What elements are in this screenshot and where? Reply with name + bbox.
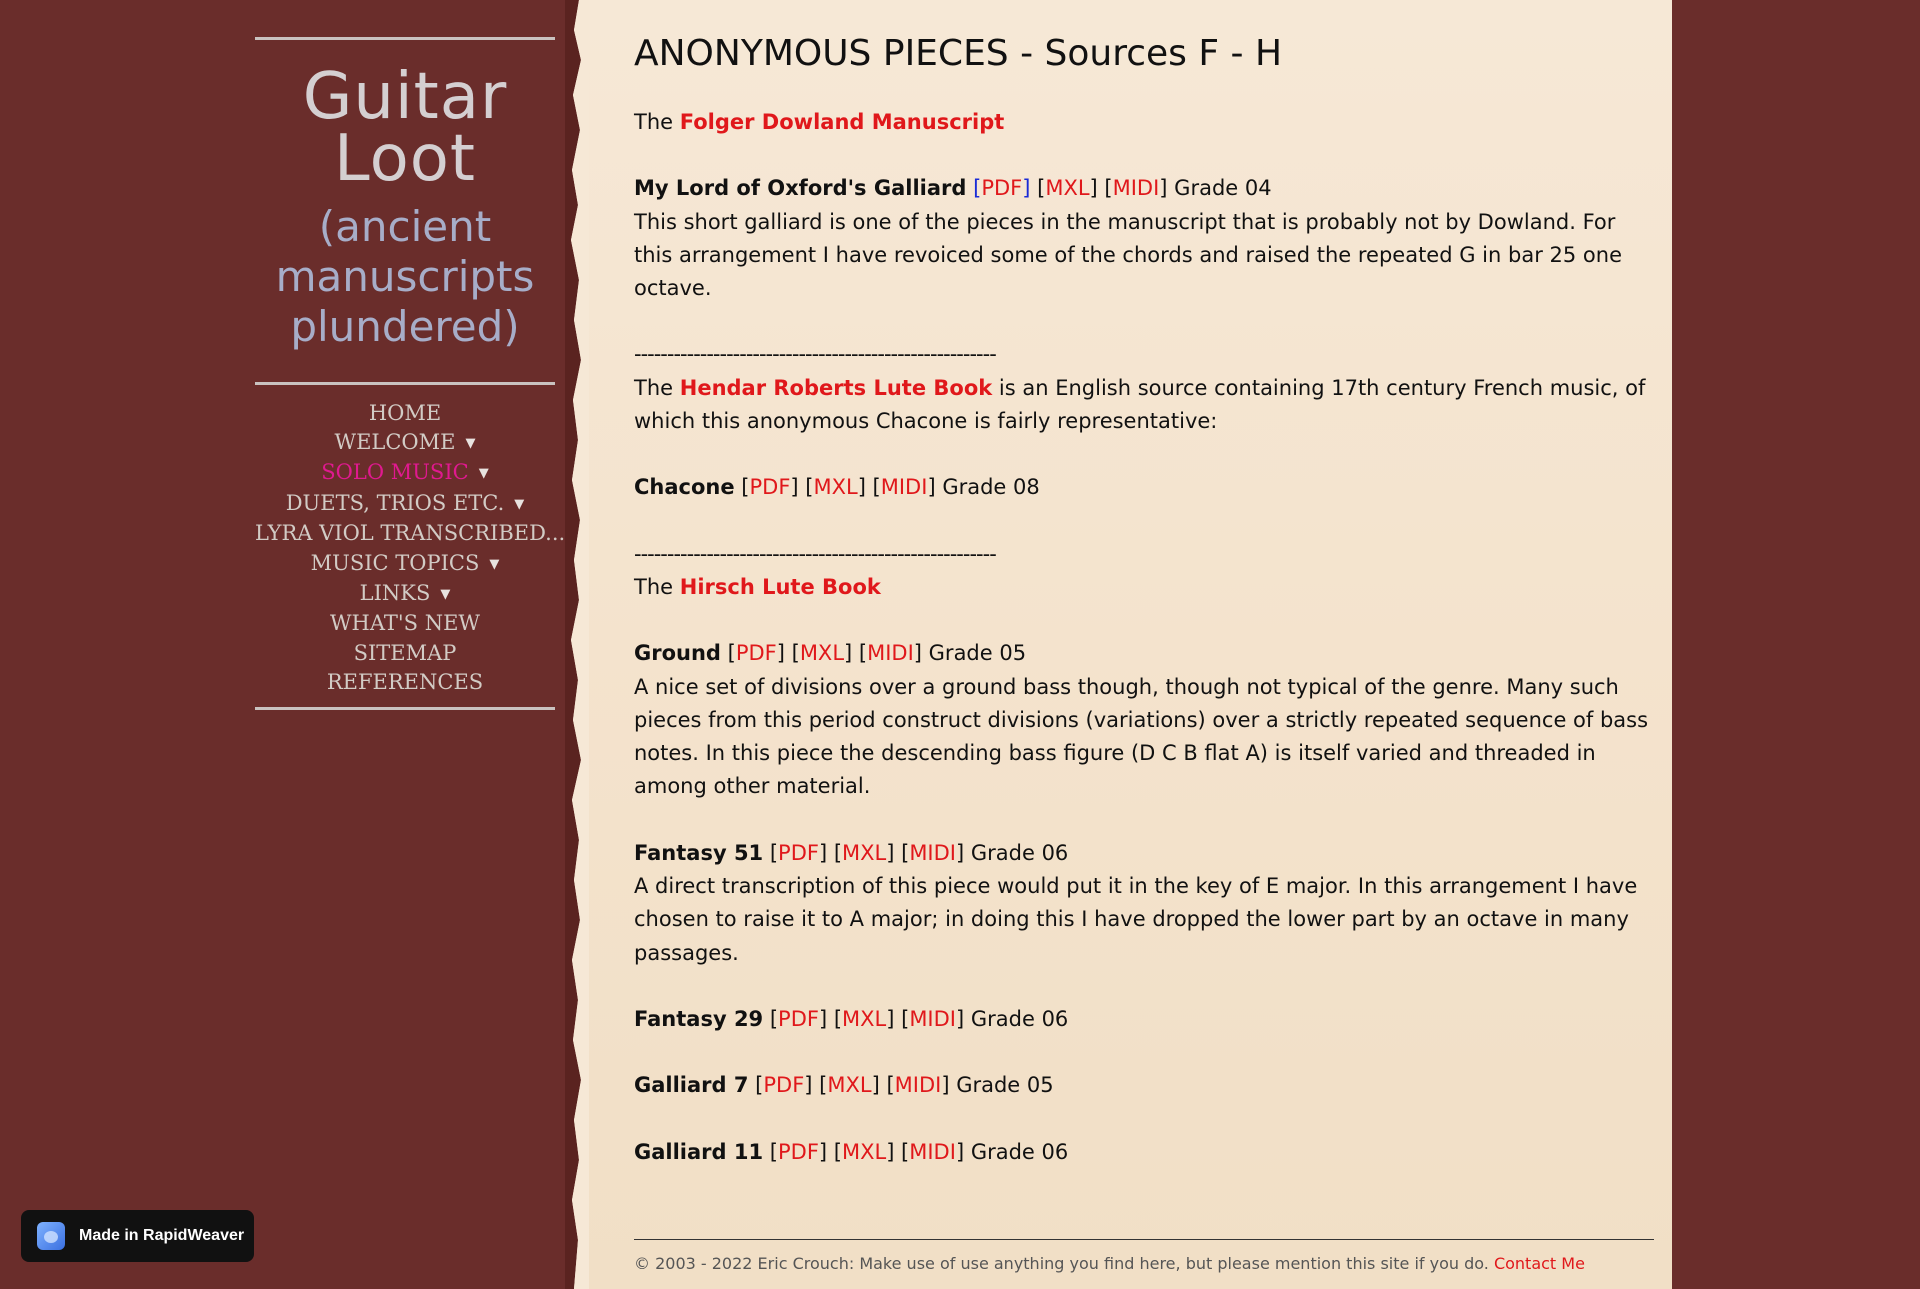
piece-title: Galliard 11: [634, 1139, 764, 1164]
mxl-link[interactable]: MXL: [799, 641, 845, 666]
midi-link[interactable]: MIDI: [880, 475, 928, 500]
page-title: ANONYMOUS PIECES - Sources F - H: [634, 33, 1283, 74]
mxl-link[interactable]: MXL: [1045, 176, 1090, 201]
midi-link[interactable]: MIDI: [909, 1006, 956, 1031]
rapidweaver-icon: [37, 1222, 65, 1250]
source-intro: is an English source containing 17th century French music, of which this anonymous Chacone is fairly representative:: [634, 375, 1646, 434]
footer: [634, 1239, 1654, 1273]
piece-entry-fantasy-51: Fantasy 51 [PDF] [MXL] [MIDI] Grade 06: [634, 840, 1069, 865]
source-heading-hendar: [634, 372, 1654, 439]
sidebar-top-rule: [255, 37, 555, 40]
site-subtitle-line2: manuscripts: [275, 252, 535, 301]
grade-label: Grade 08: [942, 475, 1040, 500]
piece-title: Fantasy 29: [634, 1006, 764, 1031]
piece-entry-oxford-galliard: My Lord of Oxford's Galliard [PDF] [MXL] [MIDI] Grade 04: [634, 176, 1272, 201]
pdf-link[interactable]: PDF: [778, 840, 819, 865]
nav-item-whats-new[interactable]: [255, 609, 555, 638]
pdf-link[interactable]: PDF: [777, 1139, 819, 1164]
dropdown-arrow-icon: ▼: [440, 587, 451, 603]
source-heading-folger: [634, 106, 1654, 139]
nav-item-label: HOME: [368, 401, 442, 425]
section-divider: -------------------------------------------------------: [634, 342, 996, 367]
grade-label: Grade 06: [970, 1006, 1069, 1031]
nav-item-references[interactable]: [255, 668, 555, 697]
midi-link[interactable]: MIDI: [909, 1139, 956, 1164]
mxl-link[interactable]: MXL: [827, 1073, 872, 1098]
nav-item-welcome[interactable]: [255, 428, 555, 458]
main-content: [634, 30, 1654, 1202]
contact-link[interactable]: Contact Me: [1493, 1254, 1585, 1273]
nav-item-label: WHAT'S NEW: [329, 611, 481, 636]
mxl-link[interactable]: MXL: [813, 475, 858, 500]
sidebar: [255, 37, 566, 710]
nav-item-label: MUSIC TOPICS: [310, 551, 480, 576]
the-label: The: [634, 110, 674, 134]
nav-item-label: SITEMAP: [353, 640, 457, 665]
midi-link[interactable]: MIDI: [894, 1073, 942, 1098]
pdf-link[interactable]: PDF: [735, 641, 777, 666]
copyright-text: © 2003 - 2022 Eric Crouch: Make use of use anything you find here, but please mention this site if you do.: [634, 1254, 1489, 1273]
grade-label: Grade 05: [956, 1073, 1054, 1098]
mxl-link[interactable]: MXL: [841, 1139, 887, 1164]
site-title-line1: Guitar: [302, 60, 508, 134]
section-divider: -------------------------------------------------------: [634, 541, 996, 566]
dropdown-arrow-icon: ▼: [465, 436, 476, 452]
nav-item-label: LINKS: [359, 581, 431, 606]
source-link-hirsch[interactable]: Hirsch Lute Book: [679, 574, 881, 599]
grade-label: Grade 06: [970, 840, 1069, 865]
piece-description: A direct transcription of this piece would put it in the key of E major. In this arrangement I have chosen to raise it to A major; in doing this I have dropped the lower part by an octave in many passages.: [634, 874, 1638, 965]
piece-description: This short galliard is one of the pieces in the manuscript that is probably not by Dowland. For this arrangement I have revoiced some of the chords and raised the repeated G in bar 25 one octave.: [634, 209, 1622, 301]
nav-item-label: LYRA VIOL TRANSCRIBED...: [255, 520, 566, 545]
dropdown-arrow-icon: ▼: [489, 557, 500, 573]
nav-item-sitemap[interactable]: [255, 639, 555, 668]
piece-description: A nice set of divisions over a ground bass though, though not typical of the genre. Many such pieces from this period construct divisions (variations) over a strictly repeated sequence of bass notes. In this piece the descending bass figure (D C B flat A) is itself varied and threaded in among other material.: [634, 674, 1649, 799]
pdf-link[interactable]: PDF: [778, 1006, 819, 1031]
pdf-link[interactable]: PDF: [749, 475, 791, 500]
midi-link[interactable]: MIDI: [909, 840, 956, 865]
site-subtitle-line1: (ancient: [318, 202, 492, 251]
piece-entry-chacone: Chacone [PDF] [MXL] [MIDI] Grade 08: [634, 475, 1040, 500]
site-title-line2: Loot: [334, 122, 476, 196]
site-subtitle: [255, 202, 555, 352]
mxl-link[interactable]: MXL: [842, 1006, 887, 1031]
torn-paper-edge: [565, 0, 589, 1289]
nav-item-home[interactable]: [255, 399, 555, 428]
nav-item-solo-music[interactable]: [255, 458, 555, 488]
nav-item-music-topics[interactable]: [255, 549, 555, 579]
nav-item-label: WELCOME: [334, 430, 456, 455]
nav-item-links[interactable]: [255, 579, 555, 609]
sidebar-bottom-rule: [255, 707, 555, 710]
made-in-rapidweaver-badge[interactable]: [21, 1210, 254, 1262]
piece-entry-galliard-11: Galliard 11 [PDF] [MXL] [MIDI] Grade 06: [634, 1139, 1069, 1164]
piece-entry-ground: Ground [PDF] [MXL] [MIDI] Grade 05: [634, 641, 1027, 666]
site-title[interactable]: [255, 60, 555, 196]
midi-link[interactable]: MIDI: [1112, 176, 1160, 201]
piece-title: My Lord of Oxford's Galliard: [634, 176, 967, 201]
nav-item-label: SOLO MUSIC: [321, 460, 469, 485]
grade-label: Grade 04: [1174, 176, 1272, 201]
grade-label: Grade 05: [928, 641, 1027, 666]
the-label: The: [634, 574, 674, 599]
nav-item-duets-trios[interactable]: [255, 489, 555, 519]
nav-item-lyra-viol[interactable]: [255, 519, 566, 549]
pdf-link[interactable]: PDF: [981, 176, 1023, 201]
piece-title: Chacone: [634, 475, 735, 500]
source-link-hendar[interactable]: Hendar Roberts Lute Book: [679, 375, 993, 400]
piece-entry-fantasy-29: Fantasy 29 [PDF] [MXL] [MIDI] Grade 06: [634, 1006, 1069, 1031]
piece-title: Ground: [634, 641, 721, 666]
piece-title: Fantasy 51: [634, 840, 764, 865]
pdf-link[interactable]: PDF: [763, 1073, 805, 1098]
mxl-link[interactable]: MXL: [842, 840, 887, 865]
grade-label: Grade 06: [970, 1139, 1069, 1164]
source-link-folger[interactable]: Folger Dowland Manuscript: [679, 110, 1005, 134]
badge-label: Made in RapidWeaver: [79, 1227, 245, 1244]
the-label: The: [634, 375, 674, 400]
midi-link[interactable]: MIDI: [867, 641, 914, 666]
nav-item-label: DUETS, TRIOS ETC.: [285, 490, 505, 515]
nav-item-label: REFERENCES: [326, 669, 484, 694]
main-nav: [255, 385, 566, 707]
site-subtitle-line3: plundered): [290, 302, 520, 351]
piece-title: Galliard 7: [634, 1073, 749, 1098]
piece-entry-galliard-7: Galliard 7 [PDF] [MXL] [MIDI] Grade 05: [634, 1073, 1054, 1098]
source-heading-hirsch: [634, 571, 1654, 604]
dropdown-arrow-icon: ▼: [514, 496, 525, 512]
dropdown-arrow-icon: ▼: [478, 466, 489, 482]
